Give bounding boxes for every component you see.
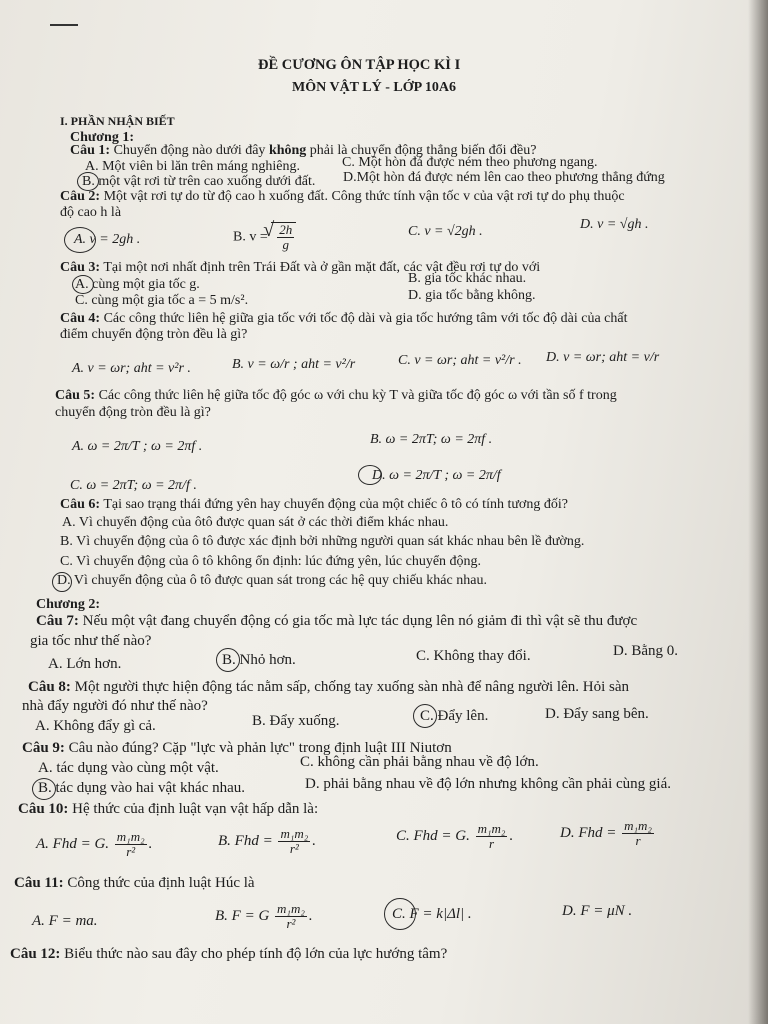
q2-stem-line1 xyxy=(60,189,625,205)
q9-option-b: B. tác dụng vào hai vật khác nhau. xyxy=(38,780,246,796)
q5-stem-text: Các công thức liên hệ giữa tốc độ góc ω với chu kỳ T và giữa tốc độ góc ω với tần số f trong xyxy=(98,388,617,403)
q2-fraction xyxy=(277,223,294,252)
chapter-1-label: Chương 1: xyxy=(70,130,134,145)
q2-stem-line2: độ cao h là xyxy=(60,205,122,220)
q8-stem-text: Một người thực hiện động tác nằm sấp, chống tay xuống sàn nhà để nâng người lên. Hỏi sàn xyxy=(74,679,629,695)
q4-stem-line2: điểm chuyển động tròn đều là gì? xyxy=(60,327,248,342)
q4-option-d: D. v = ωr; aht = v/r xyxy=(546,350,660,365)
q4-stem-line1 xyxy=(60,311,628,327)
q10-d-num: m₁m₂ xyxy=(624,818,652,833)
q10-option-d xyxy=(560,819,656,848)
q11-b-prefix: B. F = G xyxy=(215,907,270,924)
q9-stem-text: Câu nào đúng? Cặp "lực và phản lực" trong định luật III Niutơn xyxy=(68,740,452,756)
q7-number: Câu 7: xyxy=(36,613,79,629)
q2-number: Câu 2: xyxy=(60,189,101,204)
q2-option-a: A. v = 2gh . xyxy=(74,232,141,247)
q10-c-den: r xyxy=(489,836,495,851)
q11-stem xyxy=(14,875,255,891)
q7-option-c: C. Không thay đổi. xyxy=(416,648,531,664)
document-subtitle: MÔN VẬT LÝ - LỚP 10A6 xyxy=(292,80,456,95)
q10-c-num: m₁m₂ xyxy=(477,821,506,836)
q4-stem-text: Các công thức liên hệ giữa gia tốc với tốc độ dài và gia tốc hướng tâm với tốc độ dài của chất xyxy=(103,311,628,326)
q3-option-a: A. cùng một gia tốc g. xyxy=(75,277,200,292)
q11-answer-circle xyxy=(384,898,416,930)
q5-option-b: B. ω = 2πT; ω = 2πf . xyxy=(370,432,493,447)
q2-option-c: C. v = √2gh . xyxy=(408,224,483,239)
q7-option-d: D. Bằng 0. xyxy=(613,643,678,659)
q8-option-b: B. Đẩy xuống. xyxy=(252,713,340,729)
q10-d-den: r xyxy=(635,833,641,848)
q10-a-den: r² xyxy=(126,844,136,859)
q10-a-fraction xyxy=(115,830,147,859)
q1-stem-text-b: phải là chuyển động thẳng biến đổi đều? xyxy=(309,143,537,158)
q4-option-b: B. v = ω/r ; aht = v²/r xyxy=(232,357,356,372)
q8-option-a: A. Không đẩy gì cả. xyxy=(35,718,156,734)
section-heading: I. PHẦN NHẬN BIẾT xyxy=(60,114,175,128)
q10-option-a: A. Fhd = G. $\frac{\text{m₁m₂}}{\text{r²}}$ . xyxy=(36,829,153,859)
q3-stem-text: Tại một nơi nhất định trên Trái Đất và ở gần mặt đất, các vật đều rơi tự do với xyxy=(103,260,541,275)
q10-b-prefix: B. Fhd = xyxy=(218,832,273,849)
q10-number: Câu 10: xyxy=(18,801,69,817)
q2-fraction-num: 2h xyxy=(279,222,293,237)
q1-stem-text-a: Chuyển động nào dưới đây xyxy=(113,143,266,158)
q6-stem xyxy=(60,497,568,513)
q10-stem-text: Hệ thức của định luật vạn vật hấp dẫn là: xyxy=(72,801,319,817)
q7-option-a: A. Lớn hơn. xyxy=(48,656,122,672)
q1-number: Câu 1: xyxy=(70,143,111,158)
q8-option-d: D. Đẩy sang bên. xyxy=(545,706,649,722)
q7-stem-text: Nếu một vật đang chuyển động có gia tốc mà lực tác dụng lên nó giảm đi thì vật sẽ thu được xyxy=(82,613,638,629)
q5-stem-line1 xyxy=(55,388,617,404)
q3-answer-circle xyxy=(72,275,94,294)
q9-option-d: D. phải bằng nhau về độ lớn nhưng không cần phải cùng giá. xyxy=(305,776,671,792)
q9-option-c: C. không cần phải bằng nhau về độ lớn. xyxy=(300,754,539,770)
q1-stem-bold: không xyxy=(268,143,307,158)
q10-d-prefix: D. Fhd = xyxy=(560,824,617,841)
q4-option-c: C. v = ωr; aht = v²/r . xyxy=(398,353,522,368)
top-dash xyxy=(50,24,78,26)
q10-b-fraction xyxy=(278,827,310,856)
q7-option-b: B. Nhỏ hơn. xyxy=(222,652,296,668)
q8-option-c: C. Đẩy lên. xyxy=(420,708,489,724)
q6-option-c: C. Vì chuyển động của ô tô không ổn định: lúc đứng yên, lúc chuyển động. xyxy=(60,554,482,569)
q10-b-num: m₁m₂ xyxy=(280,826,309,841)
q10-d-fraction xyxy=(622,819,654,848)
q5-stem-line2: chuyển động tròn đều là gì? xyxy=(55,405,211,420)
q8-stem-line1 xyxy=(28,679,629,695)
q11-b-fraction xyxy=(275,902,307,931)
q1-option-b: B. một vật rơi từ trên cao xuống dưới đất. xyxy=(82,174,316,189)
q5-option-a: A. ω = 2π/T ; ω = 2πf . xyxy=(72,439,203,454)
q12-stem xyxy=(10,946,447,962)
chapter-2-label: Chương 2: xyxy=(36,597,100,612)
q2-option-d: D. v = √gh . xyxy=(580,217,649,232)
q2-option-b xyxy=(233,219,296,252)
q12-stem-text: Biểu thức nào sau đây cho phép tính độ lớn của lực hướng tâm? xyxy=(64,946,448,962)
q9-answer-circle xyxy=(32,778,56,800)
q2-fraction-den: g xyxy=(282,237,289,252)
q7-stem-line1 xyxy=(36,613,637,629)
q1-option-c: C. Một hòn đá được ném theo phương ngang. xyxy=(342,155,598,170)
document-title: ĐỀ CƯƠNG ÔN TẬP HỌC KÌ I xyxy=(258,57,461,73)
q3-number: Câu 3: xyxy=(60,260,101,275)
q11-stem-text: Công thức của định luật Húc là xyxy=(67,875,255,891)
q5-answer-circle xyxy=(358,465,382,485)
q6-option-d: D. Vì chuyển động của ô tô được quan sát trong các hệ quy chiếu khác nhau. xyxy=(57,573,487,588)
q11-b-num: m₁m₂ xyxy=(277,901,305,916)
q10-a-num: m₁m₂ xyxy=(116,829,145,844)
q8-answer-circle xyxy=(413,704,437,728)
q5-number: Câu 5: xyxy=(55,388,96,403)
q6-option-b: B. Vì chuyển động của ô tô được xác định bởi những người quan sát khác nhau bên lề đường. xyxy=(60,534,585,549)
q11-option-d: D. F = μN . xyxy=(562,903,633,919)
q4-option-a: A. v = ωr; aht = v²r . xyxy=(72,361,191,376)
q12-number: Câu 12: xyxy=(10,946,61,962)
q10-c-fraction xyxy=(476,822,508,851)
q2-option-b-prefix: B. v = xyxy=(233,229,268,245)
paper-shadow xyxy=(748,0,768,1024)
q7-answer-circle xyxy=(216,648,240,672)
q8-number: Câu 8: xyxy=(28,679,71,695)
q10-option-c: C. Fhd = G. $\frac{\text{m₁m₂}}{r}$ . xyxy=(396,821,514,851)
q4-number: Câu 4: xyxy=(60,311,101,326)
q10-stem xyxy=(18,801,318,817)
q1-option-a: A. Một viên bi lăn trên máng nghiêng. xyxy=(85,159,301,174)
q2-answer-circle xyxy=(64,227,96,253)
q10-c-prefix: C. Fhd = G. xyxy=(396,827,470,844)
q11-b-den: r² xyxy=(286,916,296,931)
q10-a-prefix: A. Fhd = G. xyxy=(36,835,110,852)
q11-option-c: C. F = k|Δl| . xyxy=(392,906,472,922)
q2-sqrt xyxy=(263,219,296,252)
q7-stem-line2: gia tốc như thế nào? xyxy=(30,633,152,649)
q11-option-a: A. F = ma. xyxy=(32,913,98,929)
q1-option-d: D.Một hòn đá được ném lên cao theo phương thẳng đứng xyxy=(343,170,665,185)
q3-option-b: B. gia tốc khác nhau. xyxy=(408,271,527,286)
q6-stem-text: Tại sao trạng thái đứng yên hay chuyển động của một chiếc ô tô có tính tương đối? xyxy=(103,497,568,512)
q10-b-den: r² xyxy=(289,841,299,856)
q9-number: Câu 9: xyxy=(22,740,65,756)
q8-stem-line2: nhà đẩy người đó như thế nào? xyxy=(22,698,208,714)
q5-option-c: C. ω = 2πT; ω = 2π/f . xyxy=(70,478,197,493)
q6-number: Câu 6: xyxy=(60,497,101,512)
q6-answer-circle xyxy=(52,572,72,592)
q3-option-d: D. gia tốc bằng không. xyxy=(408,288,536,303)
q6-option-a: A. Vì chuyển động của ôtô được quan sát ở các thời điểm khác nhau. xyxy=(62,515,449,530)
q11-number: Câu 11: xyxy=(14,875,64,891)
q2-stem-text: Một vật rơi tự do từ độ cao h xuống đất. Công thức tính vận tốc v của vật rơi tự do phụ thuộc xyxy=(103,189,625,204)
sqrt-symbol: √ xyxy=(263,219,275,241)
q3-option-c: C. cùng một gia tốc a = 5 m/s². xyxy=(75,293,249,308)
q11-option-b: B. F = G $\frac{\text{m₁m₂}}{\text{r²}}$ . xyxy=(215,901,313,931)
q5-option-d: D. ω = 2π/T ; ω = 2π/f xyxy=(372,468,501,483)
q9-option-a: A. tác dụng vào cùng một vật. xyxy=(38,760,219,776)
q10-option-b: B. Fhd = $\frac{\text{m₁m₂}}{\text{r²}}$ . xyxy=(218,826,317,856)
